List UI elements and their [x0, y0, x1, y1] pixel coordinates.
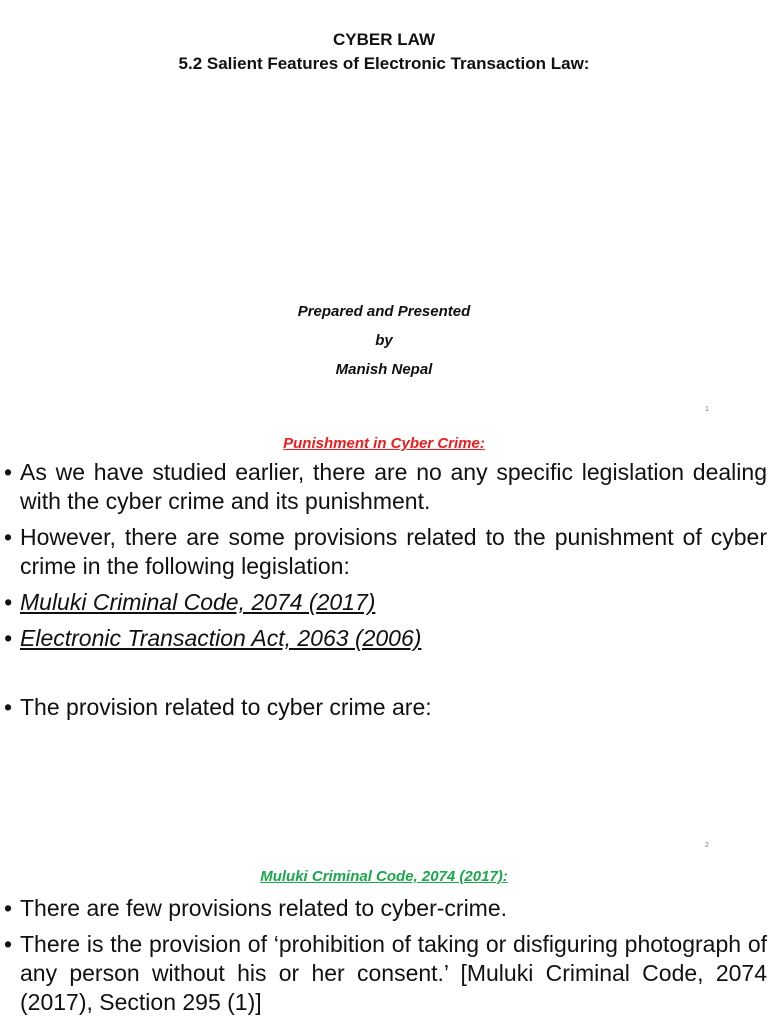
bullet-item: • There is the provision of ‘prohibition of taking or disfiguring photograph of any person without his or her consent.’ [Muluki Criminal Code, 2074 (2017), Section 295 (1)] [4, 930, 767, 1017]
author-block [0, 297, 768, 384]
title-block [0, 28, 768, 76]
bullet-item: • As we have studied earlier, there are no any specific legislation dealing with the cyber crime and its punishment. [4, 458, 767, 516]
slide-2 [0, 424, 768, 862]
section-heading: Punishment in Cyber Crime: [283, 435, 485, 452]
bullet-list [4, 458, 767, 729]
slide-3 [0, 862, 768, 1024]
bullet-item-legislation: • Muluki Criminal Code, 2074 (2017) [4, 588, 767, 617]
bullet-item: • However, there are some provisions related to the punishment of cyber crime in the following legislation: [4, 523, 767, 581]
section-heading: Muluki Criminal Code, 2074 (2017): [260, 868, 508, 885]
slide-title: CYBER LAW [333, 30, 435, 49]
author-name: Manish Nepal [335, 361, 433, 378]
by-line: by [375, 332, 393, 349]
bullet-list [4, 894, 767, 1024]
prepared-line: Prepared and Presented [297, 303, 471, 320]
slide-subtitle: 5.2 Salient Features of Electronic Transaction Law: [178, 54, 590, 73]
bullet-item: • The provision related to cyber crime are: [4, 693, 767, 722]
page-number: 1 [705, 406, 709, 413]
slide-1 [0, 0, 768, 424]
bullet-item: • There are few provisions related to cyber-crime. [4, 894, 767, 923]
bullet-item-legislation: • Electronic Transaction Act, 2063 (2006) [4, 624, 767, 653]
page-number: 2 [705, 842, 709, 849]
